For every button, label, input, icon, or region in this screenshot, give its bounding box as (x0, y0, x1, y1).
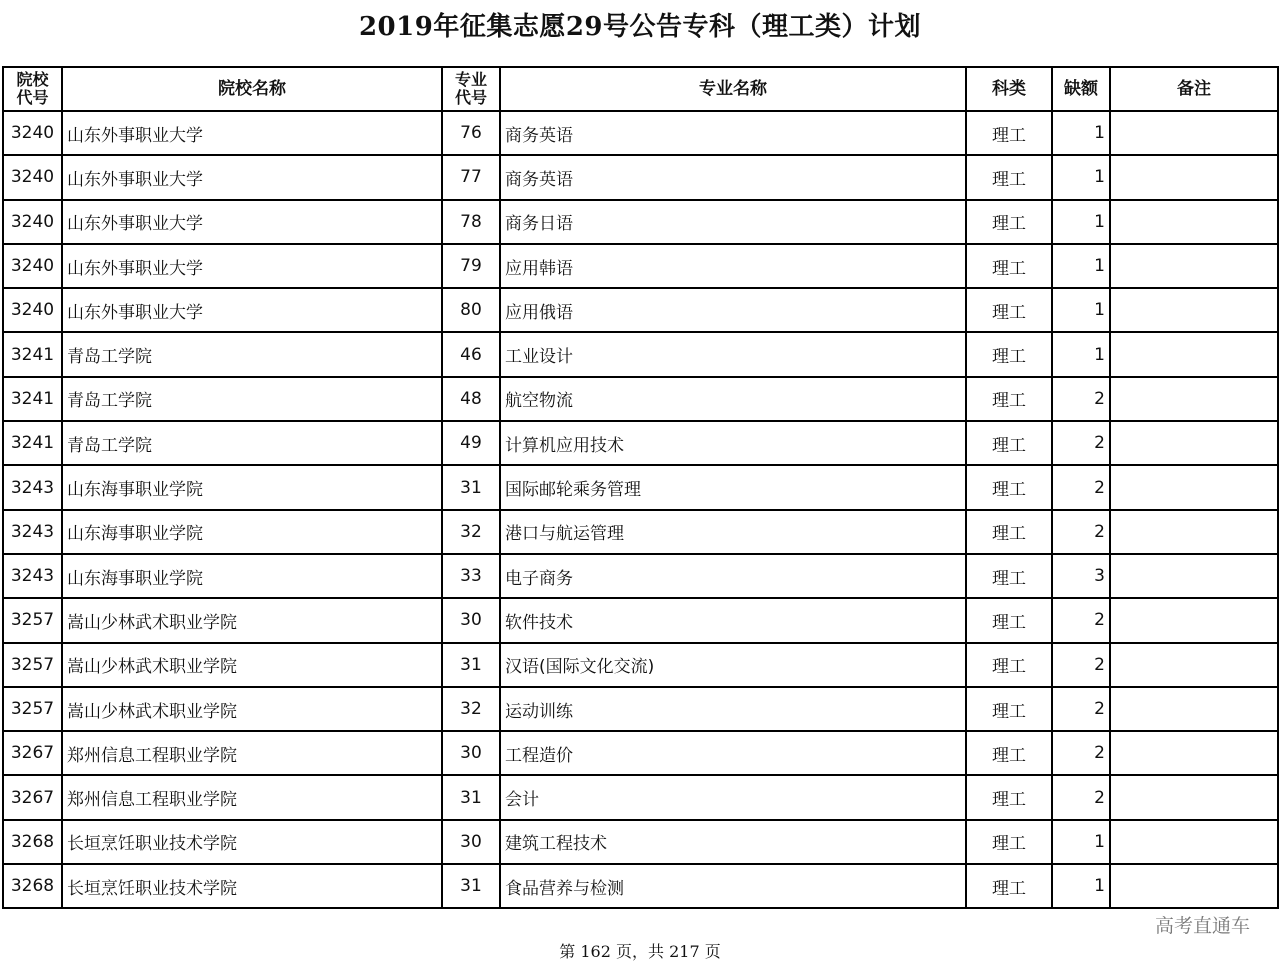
cell-note (1110, 510, 1278, 554)
cell-major-name: 软件技术 (500, 598, 966, 642)
cell-school-name: 山东海事职业学院 (62, 510, 442, 554)
cell-school-code: 3241 (3, 377, 62, 421)
cell-major-code: 31 (442, 643, 500, 687)
cell-category: 理工 (966, 687, 1052, 731)
cell-note (1110, 288, 1278, 332)
table-row (3, 111, 1278, 155)
cell-category: 理工 (966, 421, 1052, 465)
cell-note (1110, 155, 1278, 199)
cell-note (1110, 598, 1278, 642)
table-row (3, 465, 1278, 509)
table-row (3, 687, 1278, 731)
cell-school-name: 山东外事职业大学 (62, 111, 442, 155)
table-row (3, 288, 1278, 332)
header-major-code-line1: 专业 (454, 70, 487, 89)
cell-school-code: 3240 (3, 200, 62, 244)
cell-school-name: 山东外事职业大学 (62, 288, 442, 332)
cell-major-name: 国际邮轮乘务管理 (500, 465, 966, 509)
cell-category: 理工 (966, 864, 1052, 908)
cell-category: 理工 (966, 510, 1052, 554)
table-row (3, 731, 1278, 775)
cell-school-name: 青岛工学院 (62, 421, 442, 465)
table-row (3, 510, 1278, 554)
cell-category: 理工 (966, 598, 1052, 642)
table-row (3, 775, 1278, 819)
table-row (3, 421, 1278, 465)
cell-school-name: 嵩山少林武术职业学院 (62, 643, 442, 687)
cell-school-code: 3257 (3, 598, 62, 642)
cell-quota: 2 (1052, 687, 1110, 731)
cell-major-name: 会计 (500, 775, 966, 819)
cell-school-code: 3243 (3, 510, 62, 554)
cell-category: 理工 (966, 775, 1052, 819)
cell-major-name: 运动训练 (500, 687, 966, 731)
cell-school-code: 3257 (3, 687, 62, 731)
cell-school-code: 3240 (3, 288, 62, 332)
cell-note (1110, 775, 1278, 819)
cell-quota: 3 (1052, 554, 1110, 598)
header-category: 科类 (966, 67, 1052, 111)
cell-major-code: 30 (442, 598, 500, 642)
table-row (3, 200, 1278, 244)
cell-note (1110, 554, 1278, 598)
cell-school-code: 3268 (3, 864, 62, 908)
cell-quota: 1 (1052, 288, 1110, 332)
cell-school-name: 青岛工学院 (62, 377, 442, 421)
cell-major-name: 应用韩语 (500, 244, 966, 288)
cell-note (1110, 244, 1278, 288)
cell-category: 理工 (966, 244, 1052, 288)
cell-note (1110, 465, 1278, 509)
cell-school-name: 山东外事职业大学 (62, 155, 442, 199)
cell-major-code: 32 (442, 687, 500, 731)
cell-school-name: 嵩山少林武术职业学院 (62, 598, 442, 642)
table-row (3, 820, 1278, 864)
cell-school-name: 山东外事职业大学 (62, 244, 442, 288)
cell-quota: 2 (1052, 377, 1110, 421)
table-row (3, 244, 1278, 288)
cell-note (1110, 377, 1278, 421)
cell-quota: 1 (1052, 155, 1110, 199)
cell-school-name: 山东海事职业学院 (62, 554, 442, 598)
cell-major-name: 建筑工程技术 (500, 820, 966, 864)
page-footer: 第 162 页，共 217 页 (559, 942, 721, 961)
cell-quota: 2 (1052, 598, 1110, 642)
cell-major-code: 76 (442, 111, 500, 155)
header-school-code-line2: 代号 (16, 88, 49, 107)
cell-category: 理工 (966, 155, 1052, 199)
table-row (3, 377, 1278, 421)
table-row (3, 864, 1278, 908)
cell-major-name: 工程造价 (500, 731, 966, 775)
cell-school-code: 3267 (3, 775, 62, 819)
cell-school-name: 郑州信息工程职业学院 (62, 731, 442, 775)
cell-major-code: 77 (442, 155, 500, 199)
cell-quota: 2 (1052, 465, 1110, 509)
page-title: 2019年征集志愿29号公告专科（理工类）计划 (358, 12, 922, 42)
cell-quota: 2 (1052, 643, 1110, 687)
cell-major-name: 电子商务 (500, 554, 966, 598)
cell-category: 理工 (966, 377, 1052, 421)
cell-school-code: 3240 (3, 244, 62, 288)
cell-category: 理工 (966, 111, 1052, 155)
cell-note (1110, 643, 1278, 687)
cell-major-code: 32 (442, 510, 500, 554)
cell-school-code: 3243 (3, 554, 62, 598)
cell-major-name: 汉语(国际文化交流) (500, 643, 966, 687)
cell-quota: 1 (1052, 332, 1110, 376)
cell-school-code: 3243 (3, 465, 62, 509)
plan-table (2, 66, 1279, 909)
cell-note (1110, 687, 1278, 731)
table-header-row (3, 67, 1278, 111)
cell-quota: 1 (1052, 111, 1110, 155)
cell-quota: 2 (1052, 775, 1110, 819)
cell-major-code: 31 (442, 864, 500, 908)
cell-quota: 1 (1052, 820, 1110, 864)
cell-major-code: 78 (442, 200, 500, 244)
cell-school-name: 长垣烹饪职业技术学院 (62, 820, 442, 864)
cell-school-name: 长垣烹饪职业技术学院 (62, 864, 442, 908)
cell-school-code: 3240 (3, 155, 62, 199)
cell-major-code: 48 (442, 377, 500, 421)
cell-major-code: 31 (442, 775, 500, 819)
cell-school-code: 3267 (3, 731, 62, 775)
cell-note (1110, 864, 1278, 908)
cell-note (1110, 200, 1278, 244)
table-row (3, 155, 1278, 199)
cell-major-code: 46 (442, 332, 500, 376)
cell-school-name: 山东外事职业大学 (62, 200, 442, 244)
cell-quota: 2 (1052, 421, 1110, 465)
cell-school-code: 3241 (3, 332, 62, 376)
cell-major-code: 30 (442, 820, 500, 864)
watermark-text: 高考直通车 (1154, 915, 1250, 937)
cell-major-name: 食品营养与检测 (500, 864, 966, 908)
header-school-code (3, 67, 62, 111)
cell-major-name: 工业设计 (500, 332, 966, 376)
header-quota: 缺额 (1052, 67, 1110, 111)
cell-school-code: 3240 (3, 111, 62, 155)
table-row (3, 554, 1278, 598)
cell-school-name: 郑州信息工程职业学院 (62, 775, 442, 819)
cell-note (1110, 421, 1278, 465)
cell-major-code: 79 (442, 244, 500, 288)
cell-quota: 2 (1052, 731, 1110, 775)
cell-note (1110, 111, 1278, 155)
cell-major-code: 33 (442, 554, 500, 598)
table-row (3, 598, 1278, 642)
header-major-name: 专业名称 (500, 67, 966, 111)
cell-major-code: 49 (442, 421, 500, 465)
table-row (3, 643, 1278, 687)
header-major-code-line2: 代号 (454, 88, 487, 107)
cell-note (1110, 731, 1278, 775)
cell-school-name: 嵩山少林武术职业学院 (62, 687, 442, 731)
cell-category: 理工 (966, 820, 1052, 864)
cell-major-name: 港口与航运管理 (500, 510, 966, 554)
cell-quota: 1 (1052, 200, 1110, 244)
cell-school-code: 3257 (3, 643, 62, 687)
cell-category: 理工 (966, 731, 1052, 775)
cell-school-code: 3241 (3, 421, 62, 465)
cell-quota: 1 (1052, 244, 1110, 288)
cell-category: 理工 (966, 288, 1052, 332)
cell-quota: 2 (1052, 510, 1110, 554)
cell-major-name: 应用俄语 (500, 288, 966, 332)
cell-major-name: 计算机应用技术 (500, 421, 966, 465)
header-note: 备注 (1110, 67, 1278, 111)
cell-major-code: 30 (442, 731, 500, 775)
cell-category: 理工 (966, 332, 1052, 376)
cell-school-name: 山东海事职业学院 (62, 465, 442, 509)
cell-category: 理工 (966, 465, 1052, 509)
cell-major-name: 商务英语 (500, 155, 966, 199)
table-row (3, 332, 1278, 376)
cell-major-name: 商务日语 (500, 200, 966, 244)
cell-note (1110, 332, 1278, 376)
cell-major-code: 31 (442, 465, 500, 509)
cell-category: 理工 (966, 643, 1052, 687)
header-major-code (442, 67, 500, 111)
header-school-code-line1: 院校 (16, 70, 49, 89)
cell-category: 理工 (966, 200, 1052, 244)
cell-major-name: 商务英语 (500, 111, 966, 155)
cell-major-code: 80 (442, 288, 500, 332)
cell-note (1110, 820, 1278, 864)
cell-major-name: 航空物流 (500, 377, 966, 421)
cell-school-name: 青岛工学院 (62, 332, 442, 376)
cell-quota: 1 (1052, 864, 1110, 908)
header-school-name: 院校名称 (62, 67, 442, 111)
cell-category: 理工 (966, 554, 1052, 598)
cell-school-code: 3268 (3, 820, 62, 864)
